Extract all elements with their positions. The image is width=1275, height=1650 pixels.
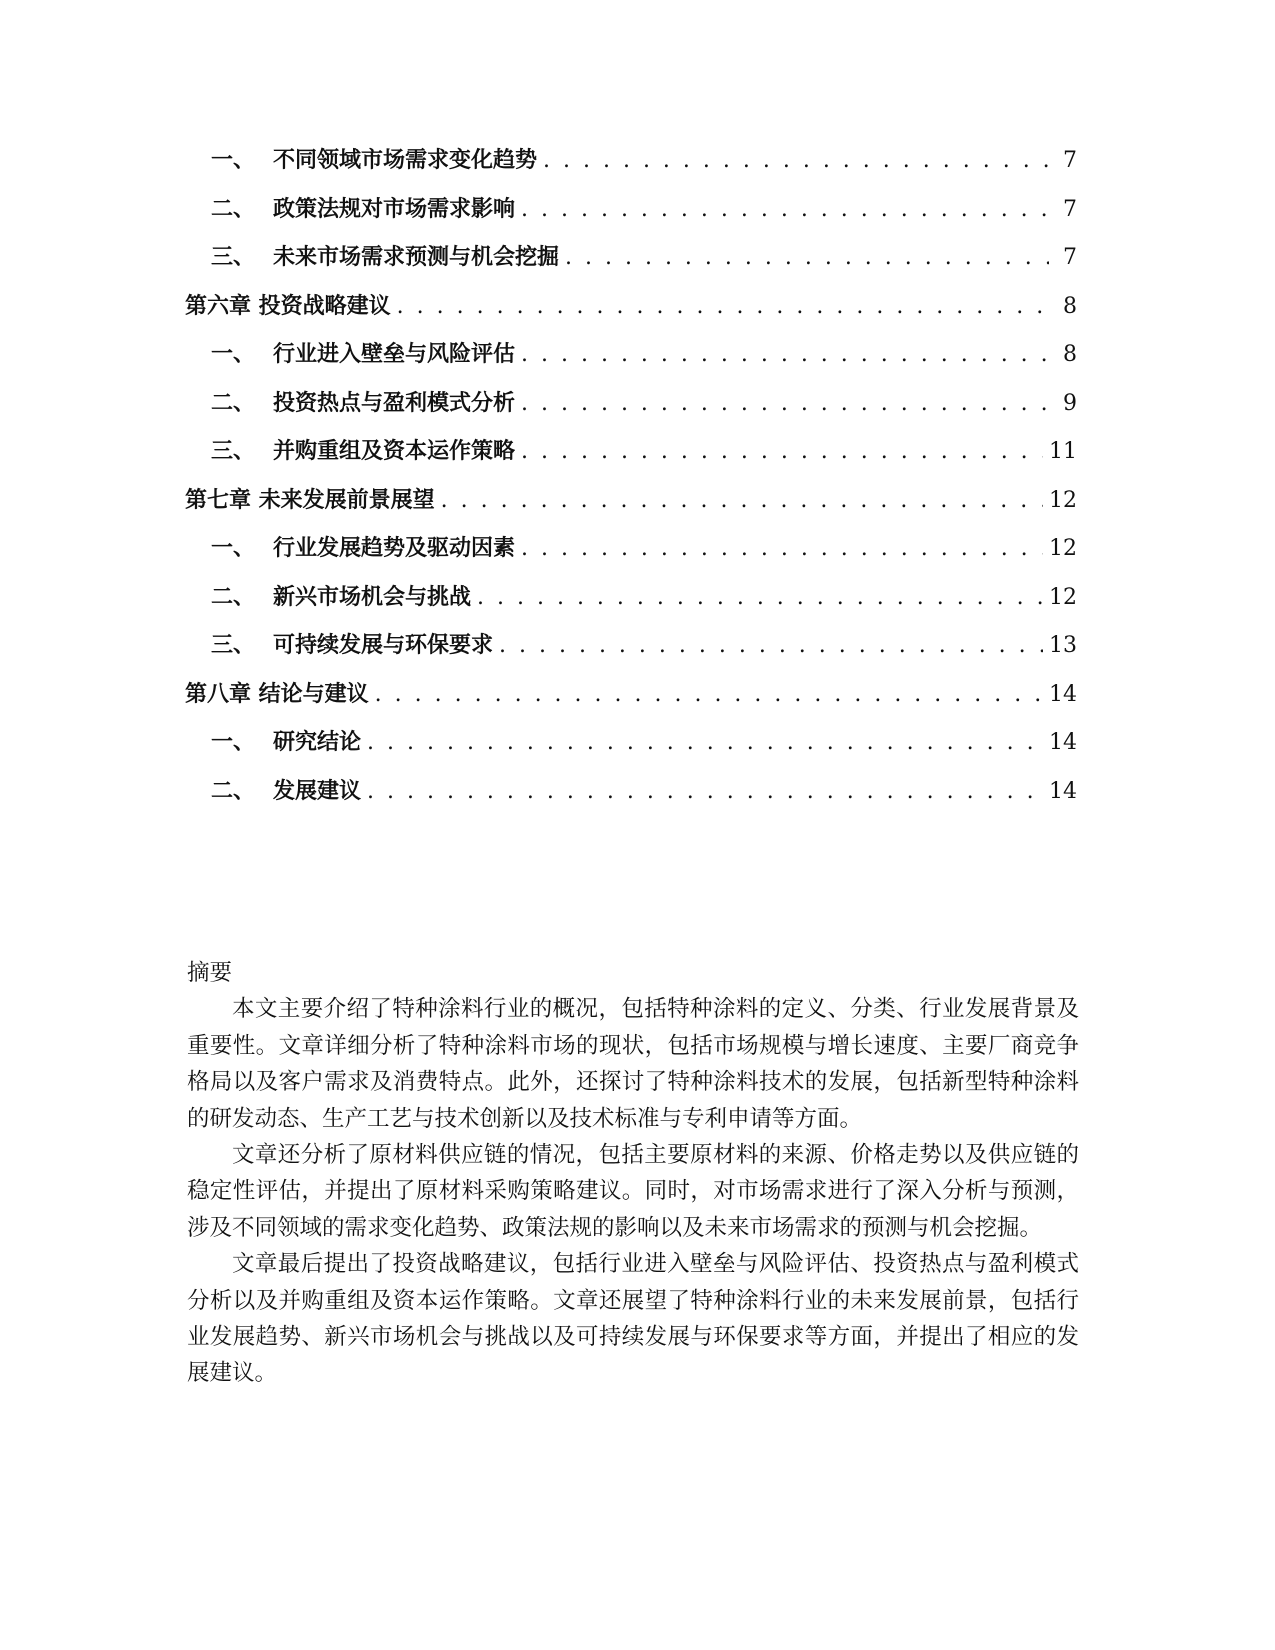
toc-chapter-entry[interactable] — [185, 483, 1077, 532]
toc-dot-leader — [477, 585, 1043, 610]
toc-entry-number: 三、 — [211, 439, 256, 464]
toc-section-entry[interactable] — [185, 774, 1077, 823]
toc-page-number: 12 — [1049, 487, 1077, 513]
toc-page-number: 13 — [1049, 633, 1077, 658]
toc-entry-number: 一、 — [211, 148, 256, 173]
toc-page-number: 8 — [1063, 293, 1077, 319]
toc-page-number: 8 — [1063, 342, 1077, 367]
toc-entry-title: 并购重组及资本运作策略 — [273, 439, 516, 464]
toc-dot-leader — [521, 391, 1049, 416]
toc-entry-title: 行业进入壁垒与风险评估 — [273, 342, 516, 367]
abstract-paragraph: 文章最后提出了投资战略建议，包括行业进入壁垒与风险评估、投资热点与盈利模式分析以及并购重组及资本运作策略。文章还展望了特种涂料行业的未来发展前景，包括行业发展趋势、新兴市场机会与挑战以及可持续发展与环保要求等方面，并提出了相应的发展建议。 — [187, 1251, 1079, 1387]
toc-dot-leader — [521, 342, 1049, 367]
toc-page-number: 7 — [1063, 196, 1077, 222]
toc-page-number: 7 — [1063, 245, 1077, 270]
toc-section-entry[interactable] — [185, 240, 1077, 289]
toc-dot-leader — [565, 245, 1049, 270]
toc-entry-title: 行业发展趋势及驱动因素 — [273, 536, 516, 561]
toc-entry-title: 第七章 未来发展前景展望 — [185, 487, 435, 513]
toc-entry-title: 投资热点与盈利模式分析 — [273, 390, 516, 416]
toc-dot-leader — [441, 488, 1043, 513]
toc-section-entry[interactable] — [185, 580, 1077, 629]
toc-entry-number: 二、 — [211, 196, 256, 222]
toc-entry-title: 研究结论 — [273, 730, 362, 755]
toc-page-number: 7 — [1063, 148, 1077, 173]
toc-dot-leader — [521, 536, 1043, 561]
toc-dot-leader — [367, 730, 1043, 755]
toc-entry-number: 一、 — [211, 536, 256, 561]
toc-section-entry[interactable] — [185, 725, 1077, 774]
toc-dot-leader — [397, 294, 1049, 319]
toc-section-entry[interactable] — [185, 386, 1077, 435]
toc-dot-leader — [521, 439, 1043, 464]
toc-entry-number: 三、 — [211, 633, 256, 658]
toc-dot-leader — [375, 682, 1043, 707]
toc-page-number: 12 — [1049, 536, 1077, 561]
toc-dot-leader — [543, 148, 1049, 173]
toc-chapter-entry[interactable] — [185, 677, 1077, 726]
toc-entry-title: 可持续发展与环保要求 — [273, 633, 494, 658]
toc-page-number: 14 — [1049, 730, 1077, 755]
toc-chapter-entry[interactable] — [185, 289, 1077, 338]
table-of-contents — [185, 143, 1077, 822]
toc-entry-title: 政策法规对市场需求影响 — [273, 196, 516, 222]
toc-dot-leader — [499, 633, 1043, 658]
toc-section-entry[interactable] — [185, 337, 1077, 386]
toc-section-entry[interactable] — [185, 192, 1077, 241]
toc-entry-number: 一、 — [211, 342, 256, 367]
toc-page-number: 12 — [1049, 584, 1077, 610]
toc-section-entry[interactable] — [185, 434, 1077, 483]
toc-entry-number: 一、 — [211, 730, 256, 755]
toc-entry-title: 不同领域市场需求变化趋势 — [273, 148, 538, 173]
toc-entry-title: 第八章 结论与建议 — [185, 681, 369, 707]
toc-page-number: 11 — [1049, 439, 1077, 464]
abstract-title: 摘要 — [187, 960, 233, 986]
toc-entry-title: 新兴市场机会与挑战 — [273, 584, 472, 610]
toc-entry-title: 第六章 投资战略建议 — [185, 293, 391, 319]
toc-section-entry[interactable] — [185, 143, 1077, 192]
toc-dot-leader — [521, 197, 1049, 222]
toc-section-entry[interactable] — [185, 531, 1077, 580]
toc-page-number: 14 — [1049, 778, 1077, 804]
toc-page-number: 9 — [1063, 390, 1077, 416]
abstract-paragraph: 文章还分析了原材料供应链的情况，包括主要原材料的来源、价格走势以及供应链的稳定性评估，并提出了原材料采购策略建议。同时，对市场需求进行了深入分析与预测，涉及不同领域的需求变化趋势、政策法规的影响以及未来市场需求的预测与机会挖掘。 — [187, 1142, 1079, 1241]
toc-entry-number: 二、 — [211, 778, 256, 804]
toc-entry-number: 二、 — [211, 584, 256, 610]
toc-entry-number: 三、 — [211, 245, 256, 270]
toc-section-entry[interactable] — [185, 628, 1077, 677]
toc-entry-title: 发展建议 — [273, 778, 362, 804]
abstract-section — [187, 955, 1079, 1392]
toc-entry-title: 未来市场需求预测与机会挖掘 — [273, 245, 560, 270]
toc-dot-leader — [367, 779, 1043, 804]
toc-entry-number: 二、 — [211, 390, 256, 416]
toc-page-number: 14 — [1049, 681, 1077, 707]
abstract-paragraph: 本文主要介绍了特种涂料行业的概况，包括特种涂料的定义、分类、行业发展背景及重要性。文章详细分析了特种涂料市场的现状，包括市场规模与增长速度、主要厂商竞争格局以及客户需求及消费特点。此外，还探讨了特种涂料技术的发展，包括新型特种涂料的研发动态、生产工艺与技术创新以及技术标准与专利申请等方面。 — [187, 996, 1079, 1132]
